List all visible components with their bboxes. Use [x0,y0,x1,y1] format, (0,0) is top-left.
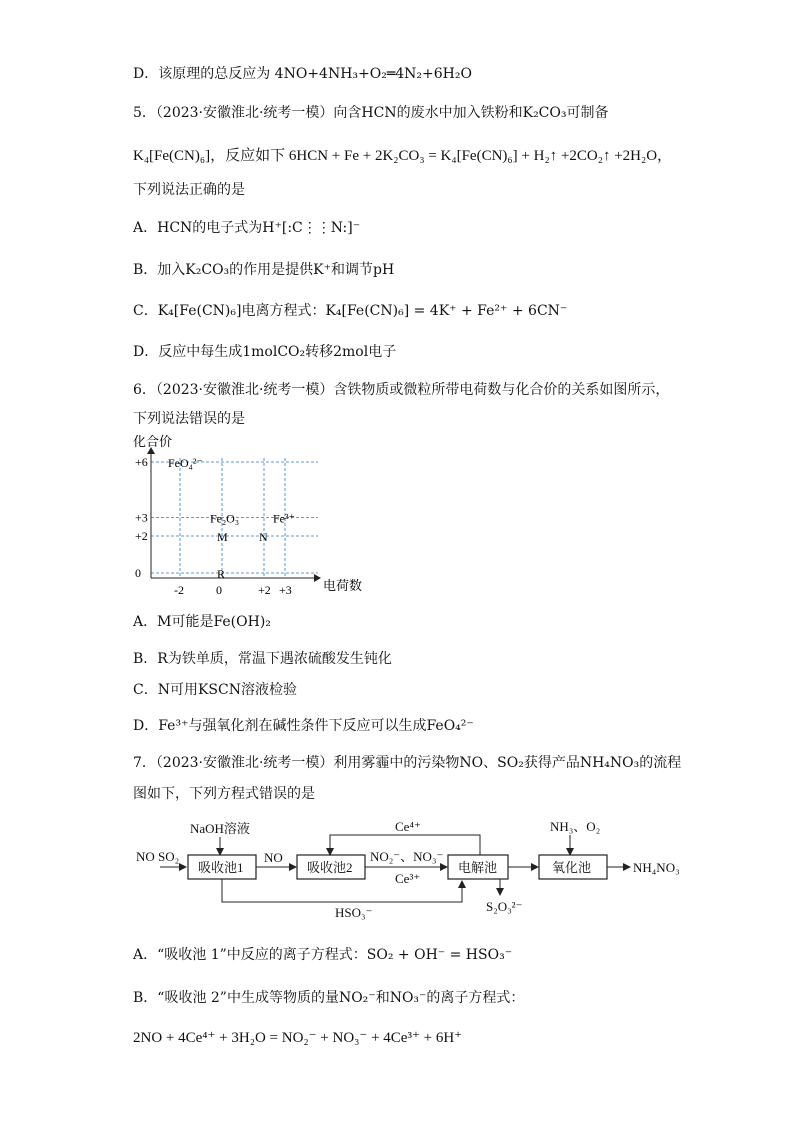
flow-inputs: NO SO₂ [136,849,180,864]
x-tick-label: 0 [216,583,222,597]
q4-option-d: D．该原理的总反应为 4NO+4NH₃+O₂═4N₂+6H₂O [133,66,472,82]
box-absorber1 [188,855,256,879]
svg-text:吸收池2: 吸收池2 [307,860,353,875]
q6-option-b: B．R为铁单质，常温下遇浓硫酸发生钝化 [133,651,392,667]
x-tick-label: +3 [279,583,292,597]
y-tick-label: +2 [135,529,148,543]
q7-stem-line2: 图如下，下列方程式错误的是 [133,786,315,802]
flow-no2-no3: NO₂⁻、NO₃⁻ [370,849,444,864]
flow-hso3: HSO₃⁻ [335,905,373,920]
y-axis-label: 化合价 [133,434,173,449]
q6-stem-line1: 6．（2023·安徽淮北·统考一模）含铁物质或微粒所带电荷数与化合价的关系如图所示， [133,382,670,398]
valence-charge-chart [120,430,380,610]
q7-stem-line1: 7．（2023·安徽淮北·统考一模）利用雾霾中的污染物NO、SO₂获得产品NH₄NO₃的流程 [133,755,682,771]
q5-option-c: C．K₄[Fe(CN)₆]电离方程式：K₄[Fe(CN)₆] = 4K⁺ + Fe²⁺ + 6CN⁻ [133,303,568,319]
flow-naoh: NaOH溶液 [190,821,250,836]
flow-diagram [130,815,710,925]
flow-nh3-o2: NH₃、O₂ [550,819,601,834]
svg-text:吸收池1: 吸收池1 [198,860,244,875]
point-label: M [217,530,228,544]
q7-option-b-equation: 2NO + 4Ce⁴⁺ + 3H₂O = NO₂⁻ + NO₃⁻ + 4Ce³⁺ + 6H⁺ [133,1030,463,1046]
q7-option-b: B．“吸收池 2”中生成等物质的量NO₂⁻和NO₃⁻的离子方程式： [133,990,525,1006]
flow-ce3: Ce³⁺ [395,871,421,886]
q5-option-a: A．HCN的电子式为H⁺[:C⋮⋮N:]⁻ [133,220,361,236]
flow-s2o3: S₂O₃²⁻ [486,899,523,914]
y-tick-label: +3 [135,510,148,525]
q5-stem-line2: K₄[Fe(CN)₆]，反应如下 6HCN + Fe + 2K₂CO₃ = K₄[Fe(CN)₆] + H₂↑ +2CO₂↑ +2H₂O， [133,148,673,164]
x-tick-label: +2 [258,583,271,597]
q6-stem-line2: 下列说法错误的是 [133,411,245,427]
point-label: Fe₂O₃ [210,511,240,526]
box-oxidation [539,855,607,879]
point-label: R [217,567,226,581]
q5-option-b: B．加入K₂CO₃的作用是提供K⁺和调节pH [133,262,395,278]
svg-text:氧化池: 氧化池 [552,860,592,875]
q6-option-c: C．N可用KSCN溶液检验 [133,682,297,698]
x-tick-label: -2 [174,583,184,597]
q6-option-d: D．Fe³⁺与强氧化剂在碱性条件下反应可以生成FeO₄²⁻ [133,718,474,734]
flow-product: NH₄NO₃ [633,860,680,875]
x-axis-label: 电荷数 [323,578,363,593]
q5-option-d: D．反应中每生成1molCO₂转移2mol电子 [133,344,397,360]
point-label: FeO₄²⁻ [168,456,203,470]
q5-stem-line3: 下列说法正确的是 [133,182,245,198]
q6-option-a: A．M可能是Fe(OH)₂ [133,614,271,630]
q5-stem-line1: 5．（2023·安徽淮北·统考一模）向含HCN的废水中加入铁粉和K₂CO₃可制备 [133,105,609,121]
y-tick-label: 0 [135,566,141,580]
arrow-hso3 [222,879,462,902]
point-label: Fe³⁺ [273,511,295,526]
box-electrolysis [448,855,508,879]
flow-ce4: Ce⁴⁺ [395,819,421,834]
q7-option-a: A．“吸收池 1”中反应的离子方程式：SO₂ + OH⁻ = HSO₃⁻ [133,947,513,963]
flow-no-label: NO [264,850,283,865]
y-tick-label: +6 [135,455,148,469]
point-label: N [259,530,268,544]
box-absorber2 [297,855,365,879]
svg-text:电解池: 电解池 [458,860,498,875]
